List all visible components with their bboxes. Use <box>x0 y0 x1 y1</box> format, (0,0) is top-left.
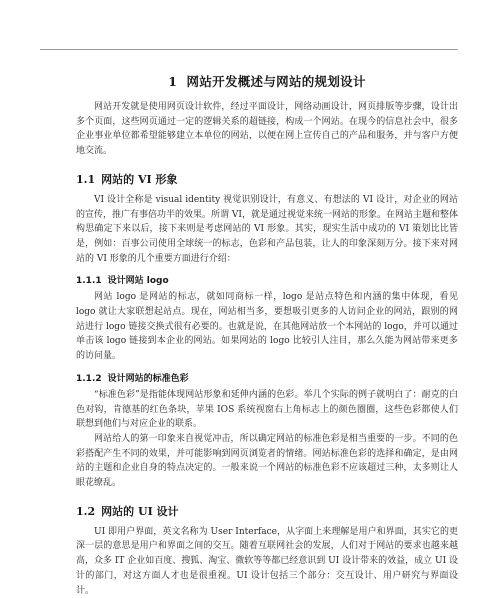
header-rule <box>40 49 458 50</box>
section-heading-1-2: 1.2 网站的 UI 设计 <box>76 504 179 518</box>
section-1-1-2-paragraph-2: 网站给人的第一印象来自视觉冲击，所以确定网站的标准色彩是相当重要的一步。不同的色彩搭配产生不同的效果，并可能影响到网页浏览者的情绪。网站标准色彩的选择和确定，是由网站的主题和企业自身的特点决定的。一般来说一个网站的标准色彩不应该超过三种，太多则让人眼花缭乱。 <box>76 433 458 489</box>
section-1-1-1-paragraph: 网站 logo 是网站的标志，就如同商标一样，logo 是站点特色和内涵的集中体现，看见 logo 就让大家联想起站点。现在，网站相当多，要想吸引更多的人访问企业的网站，跟别的网站进行 logo 链接交换式很有必要的。也就是说，在其他网站放一个本网站的 logo，并可以通过单击该 logo 链接到本企业的网站。如果网站的 logo 比较引人注目，那么久能为网站带来更多的访问量。 <box>76 292 458 362</box>
section-heading-1-1: 1.1 网站的 VI 形象 <box>76 172 178 186</box>
section-1-1-2-paragraph-1: “标准色彩”是指能体现网站形象和延伸内涵的色彩。举几个实际的例子就明白了：耐克的白色对钩，肯德基的红色条块，苹果 IOS 系统视窗右上角标志上的颜色圈圈，这些色彩都使人们联想到他们与对应企业的联系。 <box>76 389 458 430</box>
section-heading-1-1-1: 1.1.1 设计网站 logo <box>76 276 169 287</box>
section-1-2-paragraph: UI 即用户界面，英文名称为 User Interface，从字面上来理解是用户和界面，其实它的更深一层的意思是用户和界面之间的交互。随着互联网社会的发展，人们对于网站的要求也越来越高，众多 IT 企业如百度、搜狐、淘宝、微软等等都已经意识到 UI 设计带来的效益，成立 UI 设计的部门，对这方面人才也是很重视。UI 设计包括三个部分：交互设计、用户研究与界面设计。 <box>76 526 459 596</box>
section-1-1-paragraph: VI 设计全称是 visual identity 视觉识别设计，有意义、有想法的 VI 设计，对企业的网站的宣传，推广有事倍功半的效果。所谓 VI，就是通过视觉来统一网站的形象。在网站主题和整体构思确定下来以后，接下来则是考虑网站的 VI 形象。其实，现实生活中成功的 VI 策划比比皆是，例如：百事公司使用全球统一的标志，色彩和产品包装，让人的印象深刻万分。接下来对网站的 VI 形象的几个重要方面进行介绍： <box>76 194 458 264</box>
document-page <box>76 72 458 598</box>
chapter-title: 1 网站开发概述与网站的规划设计 <box>168 74 366 89</box>
intro-paragraph: 网站开发就是使用网页设计软件，经过平面设计，网络动画设计，网页排版等步骤，设计出多个页面，这些网页通过一定的逻辑关系的超链接，构成一个网站。在现今的信息社会中，很多企业事业单位都希望能够建立本单位的网站，以便在网上宣传自己的产品和服务，并与客户方便地交流。 <box>76 102 458 157</box>
section-heading-1-1-2: 1.1.2 设计网站的标准色彩 <box>76 373 189 384</box>
